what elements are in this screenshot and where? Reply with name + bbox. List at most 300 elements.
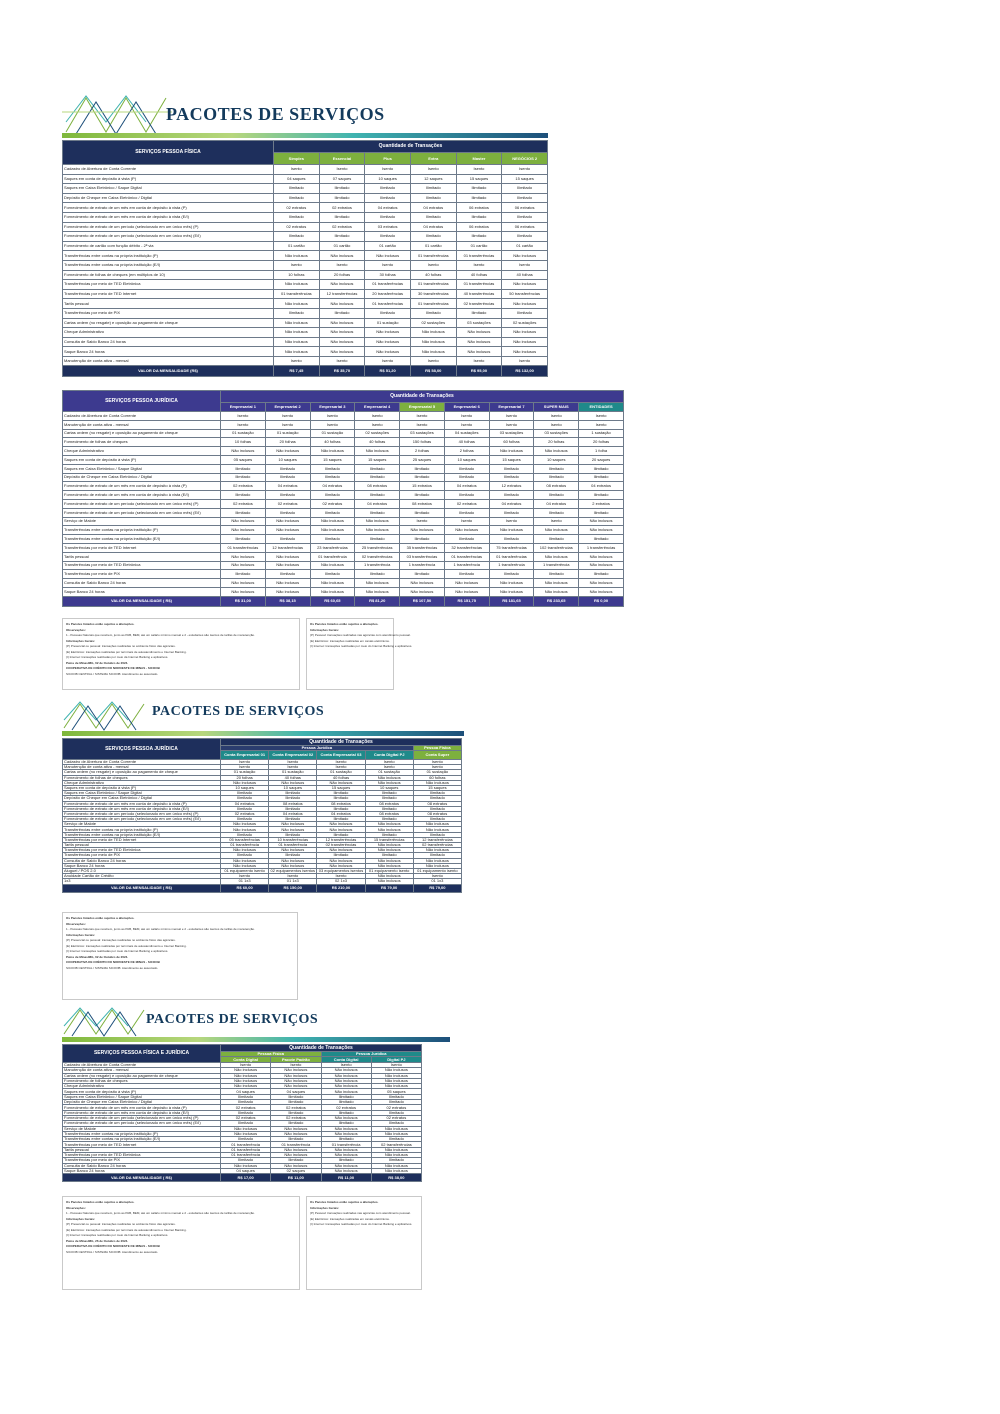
cell-value: Ilimitado (274, 184, 320, 194)
cell-value: Isento (534, 412, 579, 421)
cell-value: Isento (265, 412, 310, 421)
table-row (63, 491, 624, 500)
row-label: Fornecimento de extrato de um mês em conta de depósito à vista (P) (63, 482, 221, 491)
cell-value: Não inclusos (365, 827, 413, 832)
cell-value: Ilimitado (410, 308, 456, 318)
cell-value: Não inclusos (310, 587, 355, 596)
row-label: Saque Banco 24 horas (63, 587, 221, 596)
cell-value: Ilimitado (365, 832, 413, 837)
cell-value: Ilimitado (221, 1121, 271, 1126)
cell-value: Não inclusos (319, 318, 365, 328)
note-line: Observações: (66, 921, 86, 926)
cell-value: Não inclusos (274, 251, 320, 261)
logo-lines-icon (62, 92, 172, 136)
total-value: R$ 95,00 (456, 366, 502, 377)
cell-value: 60 folhas (489, 438, 534, 447)
cell-value: 01 transferência (321, 1142, 371, 1147)
page-title: PACOTES DE SERVIÇOS (152, 704, 325, 719)
total-label: VALOR DA MENSALIDADE ( R$) (63, 884, 221, 892)
notes-box-4-left (62, 1196, 300, 1290)
cell-value: Ilimitado (489, 508, 534, 517)
cell-value: Não inclusos (265, 447, 310, 456)
cell-value: 1 transferência (534, 561, 579, 570)
cell-value: 15 extratos (400, 482, 445, 491)
cell-value: Não inclusos (321, 1068, 371, 1073)
cell-value: Não inclusos (319, 337, 365, 347)
cell-value: 102 transferências (534, 543, 579, 552)
cell-value: Não inclusos (579, 579, 624, 588)
row-label: Fornecimento de extrato de um período (selecionado em um único mês) (P) (63, 222, 274, 232)
cell-value: Ilimitado (355, 473, 400, 482)
cell-value: 04 extratos (265, 482, 310, 491)
cell-value: 02 equipamentos isentos (270, 868, 316, 874)
cell-value: 02 extratos (221, 811, 269, 816)
cell-value: Isento (274, 165, 320, 175)
table-row (63, 193, 548, 203)
note-line: Patos de Minas/MG, 02 de Outubro de 2024. (66, 660, 129, 665)
cell-value: 08 extratos (317, 801, 365, 806)
row-label: Fornecimento de extrato de um mês em conta de depósito à vista (E/I) (63, 1110, 221, 1115)
cell-value: 04 extratos (410, 222, 456, 232)
page-title: PACOTES DE SERVIÇOS (166, 104, 385, 124)
column-header: Conta Super (413, 751, 461, 760)
cell-value: 06 extratos (502, 222, 548, 232)
table-row (63, 561, 624, 570)
note-line: Os Pacotes listados estão sujeitos a alterações. (66, 622, 135, 626)
row-label: Saque Banco 24 horas (63, 1168, 221, 1173)
cell-value: Ilimitado (269, 853, 317, 858)
column-header: Digital PJ (371, 1057, 421, 1063)
cell-value: Isento (410, 356, 456, 366)
row-label: Transferências por meio de PIX (63, 1158, 221, 1163)
note-line: (E) Eletrônico: transações realizadas em canais eletrônicos. (310, 638, 390, 643)
cell-value: Ilimitado (444, 473, 489, 482)
row-label: Serviço de Malote (63, 822, 221, 827)
cell-value: Isento (365, 165, 411, 175)
cell-value: Não inclusos (271, 1147, 321, 1152)
cell-value: Isento (413, 760, 461, 765)
cell-value: Não inclusos (413, 848, 461, 853)
total-value: R$ 81,20 (355, 596, 400, 606)
cell-value: Não inclusos (221, 827, 269, 832)
section-label: SERVIÇOS PESSOA JURÍDICA (63, 739, 221, 760)
row-label: Serviço de Malote (63, 1126, 221, 1131)
cell-value: 10 transferências (269, 837, 317, 842)
cell-value: 02 sustações (502, 318, 548, 328)
row-label: Anuidade Cartão de Crédito (63, 874, 221, 879)
row-label: Tarifa pessoal (63, 552, 221, 561)
header-bar-1 (62, 133, 548, 138)
cell-value: 02 transferências (413, 843, 461, 848)
total-value: R$ 210,00 (317, 884, 365, 892)
cell-value: Não inclusos (271, 1126, 321, 1131)
table-row (63, 212, 548, 222)
cell-value: Ilimitado (310, 464, 355, 473)
cell-value: Ilimitado (365, 796, 413, 801)
cell-value: 01 sustação (221, 770, 269, 775)
note-line: (E) Eletrônico: transações realizadas em canais eletrônicos. (310, 1216, 390, 1221)
cell-value: 03 sustações (489, 429, 534, 438)
cell-value: Ilimitado (413, 832, 461, 837)
total-value: R$ 38,00 (371, 1174, 421, 1182)
cell-value: Ilimitado (456, 212, 502, 222)
total-value: R$ 79,00 (365, 884, 413, 892)
cell-value: Ilimitado (221, 491, 266, 500)
cell-value: 04 extratos (269, 811, 317, 816)
cell-value: Não inclusos (456, 337, 502, 347)
cell-value: Ilimitado (413, 806, 461, 811)
cell-value: 1 sustação (579, 429, 624, 438)
cell-value: Ilimitado (265, 508, 310, 517)
cell-value: Ilimitado (319, 184, 365, 194)
cell-value: Ilimitado (371, 1094, 421, 1099)
cell-value: Ilimitado (274, 308, 320, 318)
cell-value: Não inclusos (365, 251, 411, 261)
row-label: Cadastro de Abertura de Conta Corrente (63, 1063, 221, 1068)
row-label: Tarifa pessoal (63, 1147, 221, 1152)
section-label: SERVIÇOS PESSOA FÍSICA E JURÍDICA (63, 1045, 221, 1063)
cell-value: 40 folhas (317, 775, 365, 780)
cell-value: Isento (365, 765, 413, 770)
cell-value: Isento (502, 356, 548, 366)
cell-value: Ilimitado (265, 535, 310, 544)
cell-value: Não inclusos (221, 1163, 271, 1168)
note-line: Informações Gerais: (66, 932, 96, 937)
cell-value: Não inclusos (355, 579, 400, 588)
cell-value: Ilimitado (271, 1137, 321, 1142)
row-label: Cadastro de Abertura de Conta Corrente (63, 165, 274, 175)
cell-value: Isento (579, 412, 624, 421)
cell-value: Isento (400, 420, 445, 429)
cell-value: Não inclusos (310, 579, 355, 588)
cell-value: 15 saques (456, 174, 502, 184)
column-header: Empresarial 3 (310, 403, 355, 412)
table-row (63, 251, 548, 261)
cell-value: Ilimitado (410, 212, 456, 222)
cell-value: Ilimitado (221, 508, 266, 517)
row-label: Fornecimento de extrato de um período (selecionado em um único mês) (P) (63, 1115, 221, 1120)
table-pf-pj (62, 1044, 422, 1182)
cell-value: Ilimitado (579, 464, 624, 473)
cell-value: Isento (502, 165, 548, 175)
cell-value: Não inclusos (365, 775, 413, 780)
cell-value: Não inclusos (319, 280, 365, 290)
column-header: SUPER MAIS (534, 403, 579, 412)
cell-value: Isento (317, 765, 365, 770)
cell-value: Não inclusos (410, 337, 456, 347)
cell-value: 01 sustação (317, 770, 365, 775)
cell-value: Isento (321, 1063, 371, 1068)
cell-value: Não inclusos (355, 517, 400, 526)
cell-value: 02 sustações (355, 429, 400, 438)
row-label: Saque Banco 24 horas (63, 347, 274, 357)
table-row (63, 337, 548, 347)
row-label: Tarifa pessoal (63, 299, 274, 309)
cell-value: Não inclusos (274, 318, 320, 328)
row-label: Fornecimento de cartão com função débito - 2ª via (63, 241, 274, 251)
cell-value: 1 transferência (355, 561, 400, 570)
sub-header-pj: Pessoa Jurídica (221, 746, 414, 751)
table-row (63, 438, 624, 447)
cell-value: 40 transferências (456, 289, 502, 299)
cell-value: 20 saques (579, 455, 624, 464)
cell-value: Não inclusos (365, 843, 413, 848)
cell-value: 01 transferência (221, 843, 269, 848)
cell-value: 02 saques (271, 1168, 321, 1173)
row-label: Fornecimento de extrato de um mês em conta de depósito à vista (P) (63, 1105, 221, 1110)
column-header: Conta Empresarial 02 (269, 751, 317, 760)
total-value: R$ 17,00 (221, 1174, 271, 1182)
cell-value: 10 saques (221, 785, 269, 790)
cell-value: 01 transferência (221, 1147, 271, 1152)
cell-value: Ilimitado (319, 212, 365, 222)
cell-value: Isento (413, 874, 461, 879)
cell-value: 08 extratos (365, 811, 413, 816)
cell-value: Não inclusos (274, 337, 320, 347)
cell-value: Não inclusos (269, 848, 317, 853)
cell-value: 15 transferências (365, 837, 413, 842)
cell-value: 40 folhas (456, 270, 502, 280)
cell-value: 04 extratos (317, 811, 365, 816)
cell-value: Não inclusos (371, 1084, 421, 1089)
cell-value: Não inclusos (355, 447, 400, 456)
table-body (63, 165, 548, 366)
row-label: Cartas ordem (no resgate) e oposição ao pagamento de cheque (63, 429, 221, 438)
cell-value: Não inclusos (502, 347, 548, 357)
cell-value: 10 folhas (274, 270, 320, 280)
total-value: R$ 31,00 (221, 596, 266, 606)
row-label: Manutenção de conta ativa - mensal (63, 1068, 221, 1073)
cell-value: 01 sustação (265, 429, 310, 438)
cell-value: 02 extratos (221, 1115, 271, 1120)
row-label: Transferências por meio de TED Eletrônica (63, 848, 221, 853)
cell-value: Ilimitado (221, 535, 266, 544)
cell-value: Não inclusos (265, 561, 310, 570)
row-label: Cadastro de Abertura de Conta Corrente (63, 412, 221, 421)
cell-value: 32 transferências (444, 543, 489, 552)
cell-value: Não inclusos (371, 1131, 421, 1136)
cell-value: Não inclusos (371, 1168, 421, 1173)
cell-value: Isento (534, 517, 579, 526)
note-line: Observações: (66, 627, 86, 632)
cell-value: Ilimitado (534, 473, 579, 482)
cell-value: Ilimitado (321, 1137, 371, 1142)
cell-value: Ilimitado (456, 193, 502, 203)
cell-value: 01 sustação (365, 318, 411, 328)
cell-value: Não inclusos (221, 1073, 271, 1078)
row-label: Saques em conta de depósito à vista (P) (63, 785, 221, 790)
row-label: Saques em conta de depósito à vista (P) (63, 455, 221, 464)
cell-value: Ilimitado (221, 806, 269, 811)
sub-header-pf: Pessoa Física (221, 1052, 322, 1057)
cell-value: Não inclusos (269, 827, 317, 832)
cell-value: Ilimitado (489, 535, 534, 544)
total-value: R$ 35,70 (319, 366, 365, 377)
cell-value: 20 folhas (265, 438, 310, 447)
cell-value: 02 transferências (371, 1142, 421, 1147)
cell-value: 02 extratos (319, 203, 365, 213)
cell-value: Isento (319, 165, 365, 175)
cell-value: Isento (221, 1063, 271, 1068)
note-line: Patos de Minas/MG, 26 de Outubro de 2024. (66, 1238, 129, 1243)
row-label: Consulta de Saldo Banco 24 horas (63, 579, 221, 588)
table-row (63, 232, 548, 242)
cell-value: 01 transferência (221, 1153, 271, 1158)
cell-value: Ilimitado (274, 232, 320, 242)
cell-value: Não inclusos (413, 858, 461, 863)
cell-value: Isento (489, 412, 534, 421)
cell-value: Ilimitado (410, 193, 456, 203)
cell-value: 150 folhas (400, 438, 445, 447)
total-value: R$ 150,00 (269, 884, 317, 892)
note-line: Os Pacotes listados estão sujeitos a alterações. (310, 622, 379, 626)
cell-value: Não inclusos (355, 587, 400, 596)
cell-value: Não inclusos (271, 1153, 321, 1158)
column-header: Conta Digital (321, 1057, 371, 1063)
column-header: Conta Digital PJ (365, 751, 413, 760)
cell-value: 15 saques (489, 455, 534, 464)
total-value: R$ 11,00 (271, 1174, 321, 1182)
row-label: Saques em conta de depósito à vista (P) (63, 1089, 221, 1094)
cell-value: Não inclusos (321, 1115, 371, 1120)
note-line: (I) Internet: transações realizadas por meio do Internet Banking e aplicativos. (310, 1222, 413, 1226)
row-label: Fornecimento de folhas de cheques (63, 775, 221, 780)
row-label: Transferências entre contas na própria instituição (E/I) (63, 832, 221, 837)
cell-value: Ilimitado (319, 193, 365, 203)
cell-value: 01 sustação (310, 429, 355, 438)
cell-value: Não inclusos (221, 848, 269, 853)
table-row (63, 241, 548, 251)
row-label: Fornecimento de extrato de um período (selecionado em um único mês) (E/I) (63, 232, 274, 242)
cell-value: Não inclusos (410, 328, 456, 338)
cell-value: 03 sustações (400, 429, 445, 438)
row-label: Fornecimento de extrato de um período (selecionado em um único mês) (E/I) (63, 1121, 221, 1126)
cell-value: Não inclusos (274, 299, 320, 309)
column-header: Plus (365, 153, 411, 165)
cell-value: 02 extratos (221, 499, 266, 508)
total-value: R$ 60,65 (310, 596, 355, 606)
cell-value: 02 transferências (317, 843, 365, 848)
cell-value: Não inclusos (413, 780, 461, 785)
table-row (63, 543, 624, 552)
cell-value: 02 extratos (271, 1115, 321, 1120)
cell-value: 07 saques (319, 174, 365, 184)
row-label: Fornecimento de extrato de um período (selecionado em um único mês) (E/I) (63, 817, 221, 822)
table-row (63, 184, 548, 194)
cell-value: Não inclusos (400, 579, 445, 588)
note-line: (P) Pessoal: transações realizadas nas agências com atendimento pessoal. (310, 1211, 411, 1215)
cell-value: 30 folhas (365, 270, 411, 280)
cell-value: Ilimitado (365, 817, 413, 822)
cell-value: Não inclusos (579, 517, 624, 526)
row-label: Cartas ordem (no resgate) e oposição ao pagamento de cheque (63, 1073, 221, 1078)
column-header: Empresarial 7 (489, 403, 534, 412)
cell-value: Ilimitado (365, 806, 413, 811)
cell-value: Ilimitado (579, 535, 624, 544)
row-label: 1x3 (63, 879, 221, 884)
cell-value: 15 saques (317, 785, 365, 790)
cell-value: 01 cartão (274, 241, 320, 251)
cell-value: Isento (365, 260, 411, 270)
cell-value: Ilimitado (317, 832, 365, 837)
cell-value: Não inclusos (456, 347, 502, 357)
cell-value: 12 transferências (317, 837, 365, 842)
cell-value: Não inclusos (365, 863, 413, 868)
cell-value: Não inclusos (371, 1068, 421, 1073)
row-label: Consulta de Saldo Banco 24 horas (63, 858, 221, 863)
row-label: Fornecimento de extrato de um período (selecionado em um único mês) (E/I) (63, 508, 221, 517)
cell-value: Ilimitado (310, 570, 355, 579)
cell-value: Isento (269, 874, 317, 879)
row-label: Saque Banco 24 horas (63, 863, 221, 868)
cell-value: Isento (265, 420, 310, 429)
cell-value: 2 extratos (579, 499, 624, 508)
cell-value: Não inclusos (319, 251, 365, 261)
row-label: Fornecimento de extrato de um mês em conta de depósito à vista (E/I) (63, 491, 221, 500)
cell-value: 2 folhas (400, 447, 445, 456)
row-label: Transferências por meio de PIX (63, 853, 221, 858)
cell-value: 08 extratos (365, 801, 413, 806)
cell-value: Não inclusos (410, 347, 456, 357)
cell-value: Ilimitado (221, 1137, 271, 1142)
cell-value: 12 transferências (265, 543, 310, 552)
cell-value: 06 extratos (502, 203, 548, 213)
row-label: Transferências por meio de TED Internet (63, 1142, 221, 1147)
row-label: Fornecimento de extrato de um período (selecionado em um único mês) (P) (63, 811, 221, 816)
column-header: Simples (274, 153, 320, 165)
row-label: Fornecimento de folhas de cheques (63, 1078, 221, 1083)
column-header: Conta Digital (221, 1057, 271, 1063)
cell-value: Ilimitado (400, 464, 445, 473)
cell-value: 01 cartão (319, 241, 365, 251)
cell-value: 25 transferências (355, 543, 400, 552)
cell-value: Ilimitado (413, 817, 461, 822)
cell-value: Não inclusos (321, 1089, 371, 1094)
cell-value: Não inclusos (413, 863, 461, 868)
row-label: Depósito de Cheque em Caixa Eletrônico / Digital (63, 1100, 221, 1105)
cell-value: Isento (456, 165, 502, 175)
cell-value: Ilimitado (365, 184, 411, 194)
cell-value: Não inclusos (534, 579, 579, 588)
cell-value: Isento (444, 412, 489, 421)
cell-value: 01 transferência (221, 1142, 271, 1147)
total-value: R$ 0,00 (579, 596, 624, 606)
section-label: SERVIÇOS PESSOA JURÍDICA (63, 391, 221, 412)
cell-value: Ilimitado (321, 1158, 371, 1163)
note-line: (E) Eletrônico: transações realizadas por terminais de autoatendimento e Internet Banking. (66, 943, 187, 948)
cell-value: 01 1x3 (413, 879, 461, 884)
row-label: Transferências entre contas na própria instituição (P) (63, 827, 221, 832)
cell-value: Não inclusos (271, 1078, 321, 1083)
row-label: Manutenção de conta ativa - mensal (63, 420, 221, 429)
table-row (63, 260, 548, 270)
table-row (63, 447, 624, 456)
cell-value: Não inclusos (365, 337, 411, 347)
note-line: (E) Eletrônico: transações realizadas por terminais de autoatendimento e Internet Banking. (66, 649, 187, 654)
cell-value: Ilimitado (444, 535, 489, 544)
cell-value: Isento (579, 420, 624, 429)
row-label: Fornecimento de extrato de um mês em conta de depósito à vista (P) (63, 203, 274, 213)
row-label: Depósito de Cheque em Caixa Eletrônico / Digital (63, 796, 221, 801)
cell-value: Ilimitado (502, 212, 548, 222)
note-line: (P) Presencial ou pessoal: transações realizadas no ambiente físico das agências. (66, 1222, 176, 1226)
table-row (63, 280, 548, 290)
cell-value: Não inclusos (274, 347, 320, 357)
cell-value: 02 extratos (319, 222, 365, 232)
table-pj-contas (62, 738, 462, 893)
cell-value: 01 sustação (365, 770, 413, 775)
table-row (63, 347, 548, 357)
